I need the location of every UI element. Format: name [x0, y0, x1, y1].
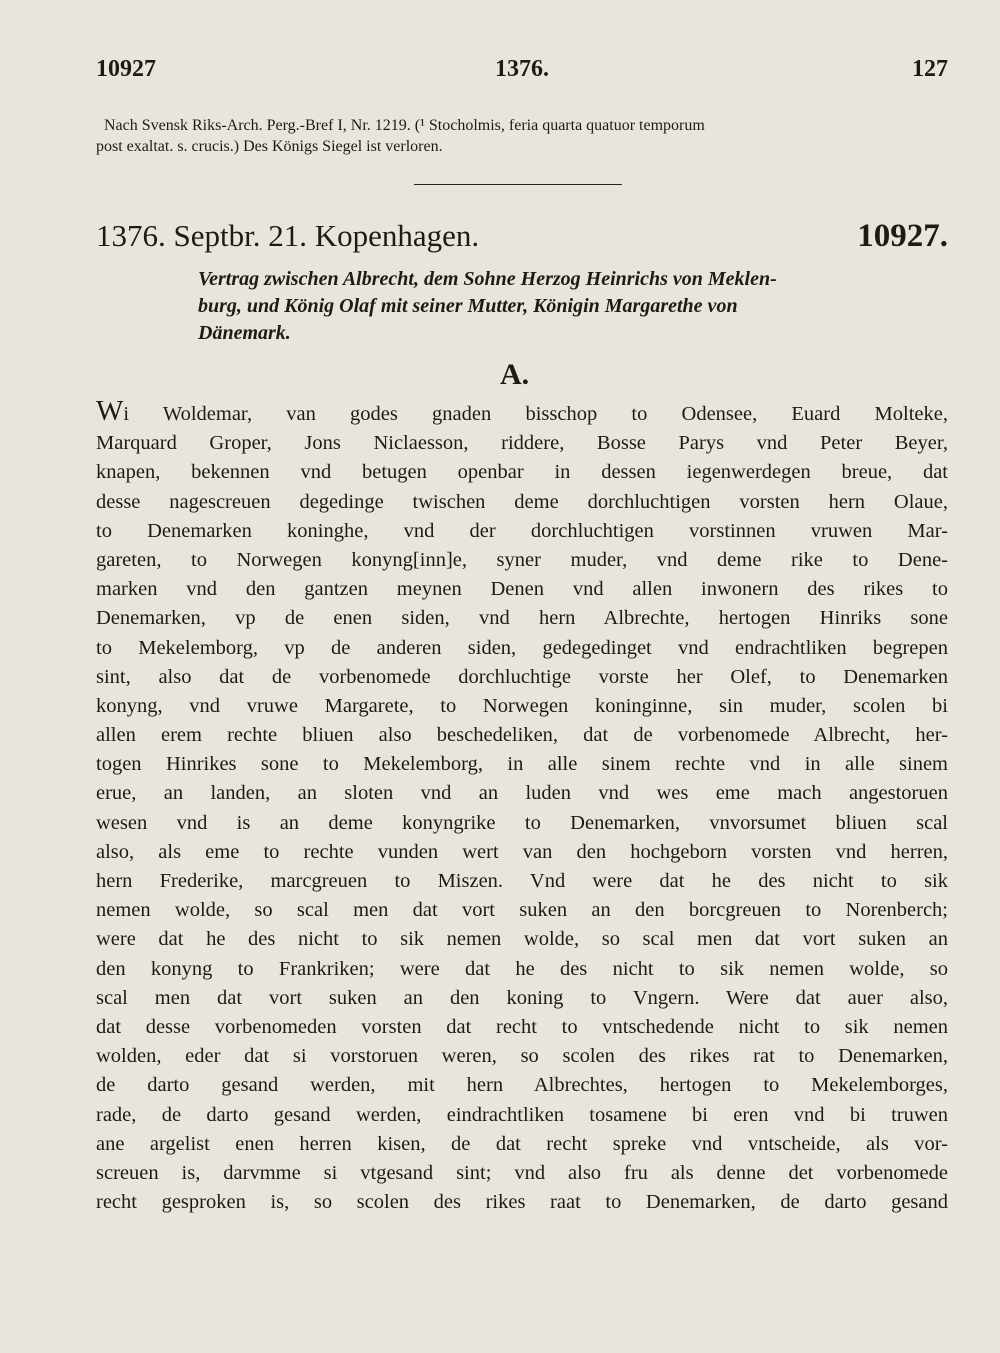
body-line: hern Frederike, marcgreuen to Miszen. Vnd were dat he des nicht to sik: [96, 870, 948, 892]
body-line: Marquard Groper, Jons Niclaesson, riddere, Bosse Parys vnd Peter Beyer,: [96, 432, 948, 455]
running-document-number: 10927: [96, 56, 156, 82]
document-number: 10927.: [857, 218, 948, 254]
body-line: to Mekelemborg, vp de anderen siden, gedegedinget vnd endrachtliken begrepen: [96, 636, 948, 659]
title-line: Dänemark.: [198, 322, 291, 344]
title-line: Vertrag zwischen Albrecht, dem Sohne Herzog Heinrichs von Meklen-: [198, 268, 777, 290]
body-line: desse nagescreuen degedinge twischen deme dorchluchtigen vorsten hern Olaue,: [96, 490, 948, 513]
body-line: ane argelist enen herren kisen, de dat recht spreke vnd vntscheide, als vor-: [96, 1132, 948, 1155]
body-line: den konyng to Frankriken; were dat he des nicht to sik nemen wolde, so: [96, 957, 948, 980]
running-year: 1376.: [495, 56, 549, 82]
section-divider: [414, 184, 622, 185]
body-line: konyng, vnd vruwe Margarete, to Norwegen koninginne, sin muder, scolen bi: [96, 694, 948, 717]
body-line: screuen is, darvmme si vtgesand sint; vnd also fru als denne det vorbenomede: [96, 1161, 948, 1184]
first-line-text: i Woldemar, van godes gnaden bisschop to Odensee, Euard Molteke,: [123, 403, 948, 425]
initial-letter: W: [96, 395, 124, 427]
body-line: [96, 395, 948, 429]
page-header: [96, 56, 948, 90]
body-line: Denemarken, vp de enen siden, vnd hern Albrechte, hertogen Hinriks sone: [96, 607, 948, 630]
document-title: [198, 266, 948, 347]
source-note: [96, 115, 950, 157]
body-line: erue, an landen, an sloten vnd an luden vnd wes eme mach angestoruen: [96, 782, 948, 805]
body-line: knapen, bekennen vnd betugen openbar in dessen iegenwerdegen breue, dat: [96, 461, 948, 484]
body-line: marken vnd den gantzen meynen Denen vnd allen inwonern des rikes to: [96, 578, 948, 601]
body-line: allen erem rechte bliuen also beschedeliken, dat de vorbenomede Albrecht, her-: [96, 724, 948, 747]
body-line: were dat he des nicht to sik nemen wolde, so scal men dat vort suken an: [96, 928, 948, 951]
date-place: 1376. Septbr. 21. Kopenhagen.: [96, 218, 480, 253]
body-line: dat desse vorbenomeden vorsten dat recht to vntschedende nicht to sik nemen: [96, 1015, 948, 1038]
body-line: wesen vnd is an deme konyngrike to Denemarken, vnvorsumet bliuen scal: [96, 811, 948, 834]
section-mark: A.: [500, 358, 530, 391]
body-line: to Denemarken koninghe, vnd der dorchluchtigen vorstinnen vruwen Mar-: [96, 519, 948, 542]
body-line: scal men dat vort suken an den koning to Vngern. Were dat auer also,: [96, 986, 948, 1009]
source-note-line: Nach Svensk Riks-Arch. Perg.-Bref I, Nr. 1219. (¹ Stocholmis, feria quarta quatuor temporum: [104, 117, 705, 134]
source-note-line: post exaltat. s. crucis.) Des Königs Siegel ist verloren.: [96, 138, 443, 155]
body-line: rade, de darto gesand werden, eindrachtliken tosamene bi eren vnd bi truwen: [96, 1103, 948, 1126]
body-line: also, als eme to rechte vunden wert van den hochgeborn vorsten vnd herren,: [96, 840, 948, 863]
body-line: togen Hinrikes sone to Mekelemborg, in alle sinem rechte vnd in alle sinem: [96, 753, 948, 776]
body-line: recht gesproken is, so scolen des rikes raat to Denemarken, de darto gesand: [96, 1191, 948, 1214]
body-line: sint, also dat de vorbenomede dorchluchtige vorste her Olef, to Denemarken: [96, 665, 948, 688]
body-line: wolden, eder dat si vorstoruen weren, so scolen des rikes rat to Denemarken,: [96, 1045, 948, 1068]
body-line: de darto gesand werden, mit hern Albrechtes, hertogen to Mekelemborges,: [96, 1074, 948, 1097]
page-number: 127: [912, 56, 948, 82]
body-line: gareten, to Norwegen konyng[inn]e, syner muder, vnd deme rike to Dene-: [96, 548, 948, 571]
document-heading: [96, 218, 948, 258]
title-line: burg, und König Olaf mit seiner Mutter, Königin Margarethe von: [198, 295, 738, 317]
body-line: nemen wolde, so scal men dat vort suken an den borcgreuen to Norenberch;: [96, 899, 948, 922]
body-text: [96, 395, 948, 1217]
